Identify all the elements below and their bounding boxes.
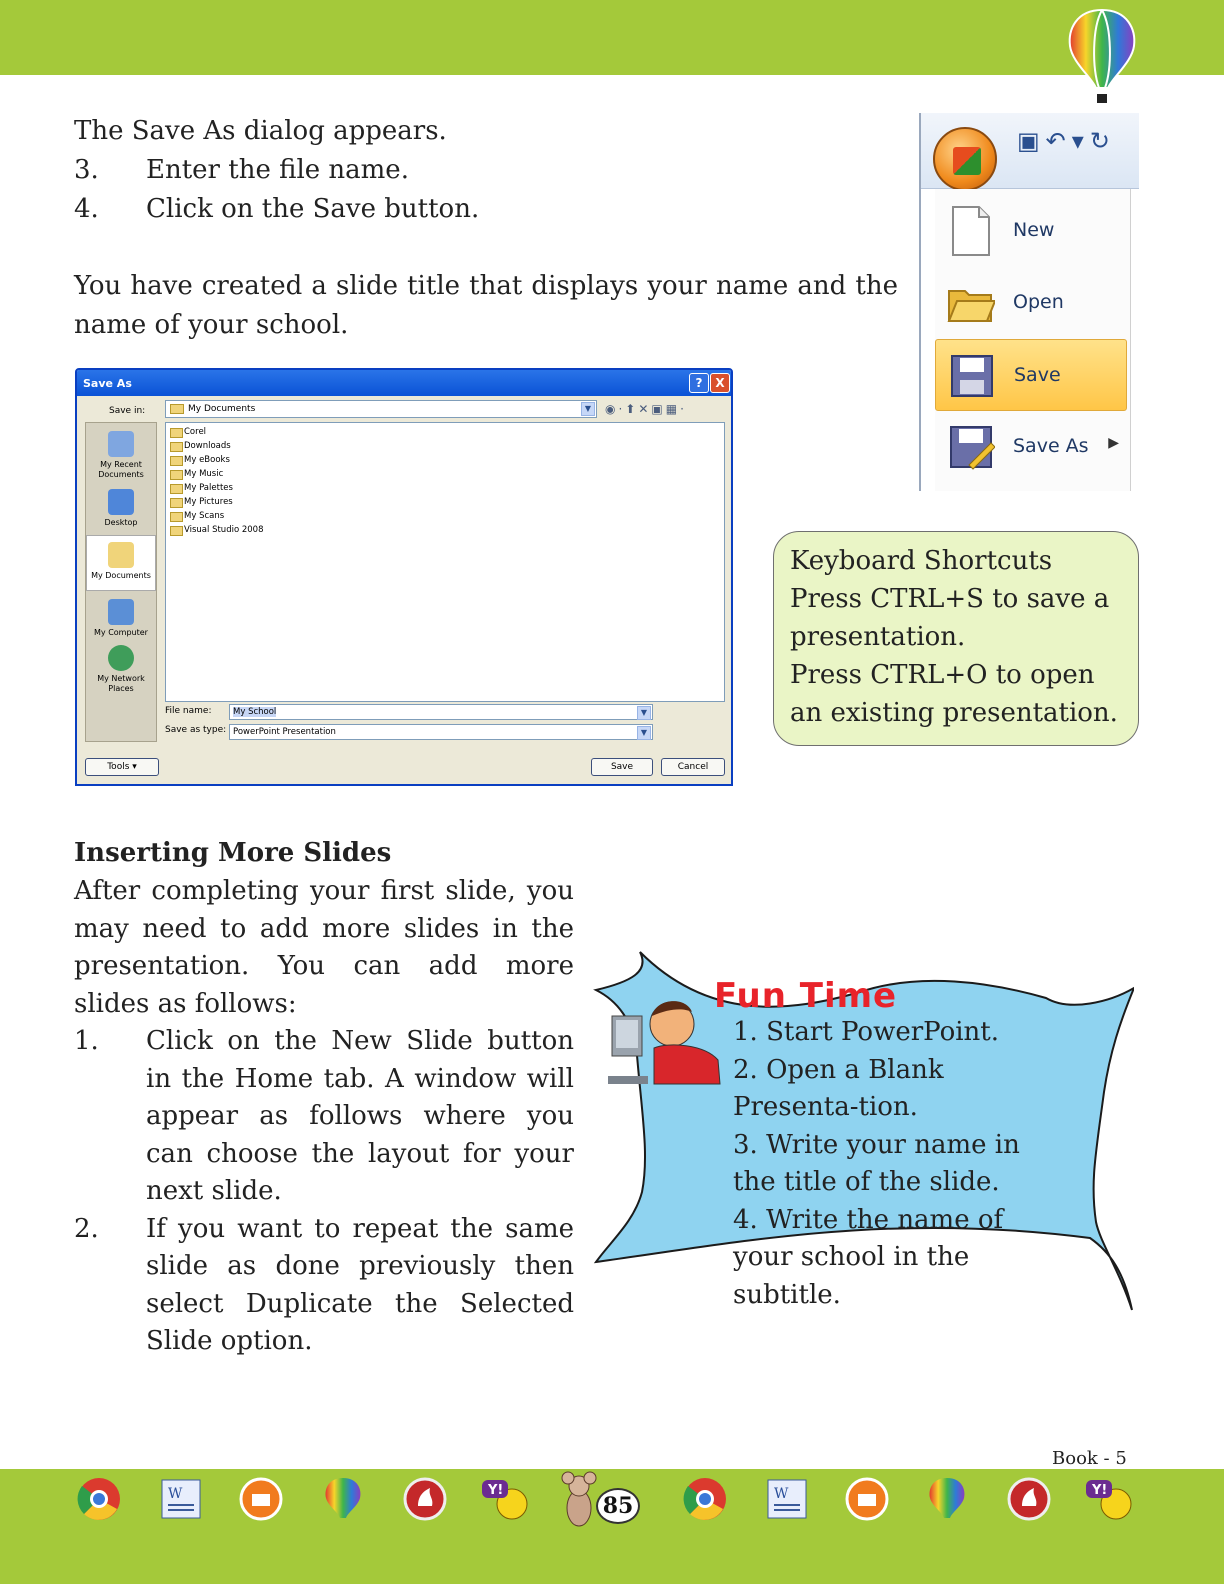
dialog-title: Save As [77,370,731,396]
list-item[interactable]: My Scans [170,511,224,521]
chrome-icon [680,1476,730,1522]
navigation-toolbar-icons[interactable]: ◉·⬆✕▣▦· [605,402,687,416]
list-item: 3. Enter the file name. [74,155,409,185]
list-item: 1. Start PowerPoint. [733,1017,1000,1047]
list-item[interactable]: My Pictures [170,497,233,507]
list-item[interactable]: My eBooks [170,455,230,465]
submenu-arrow-icon: ▶ [1108,435,1119,451]
chevron-down-icon[interactable]: ▼ [637,726,651,740]
page-number: 85 [596,1488,640,1524]
my-computer-icon [108,599,134,625]
word-document-icon [762,1476,812,1522]
svg-text:Y!: Y! [1092,1483,1108,1498]
folder-icon [170,404,184,414]
fun-time-list [733,1014,1069,1314]
browser-icon [400,1476,450,1522]
place-desktop[interactable]: Desktop [86,489,156,528]
shortcut-save: Press CTRL+S to save a presentation. [790,584,1110,652]
list-item: 2. If you want to repeat the same slide as done previously then select Duplicate the Selected Slide option. [74,1213,574,1356]
save-in-select[interactable]: My Documents ▼ [165,400,597,418]
keyboard-shortcuts-box [773,531,1139,746]
file-list [165,422,725,702]
save-as-icon [947,421,995,473]
save-in-label: Save in: [109,406,146,416]
chevron-down-icon[interactable]: ▼ [637,706,651,720]
fun-time-title: Fun Time [714,976,898,1016]
summary-paragraph: You have created a slide title that displays your name and the name of your school. [74,271,898,340]
list-item[interactable]: My Music [170,469,223,479]
recent-documents-icon [108,431,134,457]
svg-text:W: W [168,1486,183,1502]
menu-item-save[interactable]: Save [935,339,1127,411]
chevron-down-icon[interactable]: ▼ [581,402,595,416]
section-intro: After completing your first slide, you may need to add more slides in the presentation. You can add more slides as follows: [74,876,574,1019]
book-label: Book - 5 [1052,1448,1127,1469]
cancel-button[interactable]: Cancel [661,758,725,776]
list-item[interactable]: Corel [170,427,206,437]
list-item: 1. Click on the New Slide button in the Home tab. A window will appear as follows where you can choose the layout for your next slide. [74,1026,574,1206]
help-button[interactable]: ? [689,373,709,393]
save-floppy-icon [948,350,996,402]
svg-text:Y!: Y! [488,1483,504,1498]
office-button-menu [919,113,1139,491]
tools-button[interactable]: Tools ▾ [85,758,159,776]
shortcuts-title: Keyboard Shortcuts [790,546,1053,576]
close-button[interactable]: X [710,373,730,393]
place-my-recent-documents[interactable]: My Recent Documents [86,431,156,480]
browser-icon [1004,1476,1054,1522]
briefcase-icon [236,1476,286,1522]
list-item: 4. Click on the Save button. [74,194,480,224]
header-band [0,0,1224,75]
section-heading: Inserting More Slides [74,838,392,868]
menu-item-new[interactable]: New [935,195,1127,267]
list-item[interactable]: Visual Studio 2008 [170,525,263,535]
list-item: 2. Open a Blank Presenta-tion. [733,1054,944,1122]
quick-access-icons[interactable]: ▣↶▾↻ [1017,127,1116,155]
open-folder-icon [947,277,995,329]
mouse-mascot-icon [556,1468,602,1538]
quick-access-toolbar [921,113,1139,189]
balloon-icon [922,1476,972,1522]
list-item[interactable]: My Palettes [170,483,233,493]
hot-air-balloon-icon [1066,8,1138,106]
place-my-computer[interactable]: My Computer [86,599,156,638]
balloon-icon [318,1476,368,1522]
intro-line: The Save As dialog appears. [74,116,447,146]
save-button[interactable]: Save [591,758,653,776]
list-item: 4. Write the name of your school in the subtitle. [733,1204,1004,1310]
file-name-input[interactable]: My School ▼ [229,704,653,720]
chrome-icon [74,1476,124,1522]
save-as-type-label: Save as type: [165,725,227,735]
place-my-documents[interactable]: My Documents [86,535,156,591]
network-places-icon [108,645,134,671]
save-as-type-select[interactable]: PowerPoint Presentation ▼ [229,724,653,740]
word-document-icon [156,1476,206,1522]
briefcase-icon [842,1476,892,1522]
place-my-network-places[interactable]: My Network Places [86,645,156,694]
desktop-icon [108,489,134,515]
svg-text:W: W [774,1486,789,1502]
save-as-dialog [75,368,733,786]
places-bar [85,422,157,742]
yahoo-messenger-icon [1084,1476,1134,1522]
menu-item-save-as[interactable]: Save As ▶ [935,411,1127,483]
menu-list [935,189,1131,491]
child-at-computer-icon [608,994,726,1088]
shortcut-open: Press CTRL+O to open an existing presentation. [790,660,1118,728]
office-button-icon[interactable] [933,127,997,191]
list-item[interactable]: Downloads [170,441,231,451]
file-name-label: File name: [165,706,212,716]
list-item: 3. Write your name in the title of the slide. [733,1129,1020,1197]
new-document-icon [947,205,995,257]
yahoo-messenger-icon [480,1476,530,1522]
menu-item-open[interactable]: Open [935,267,1127,339]
my-documents-icon [108,542,134,568]
